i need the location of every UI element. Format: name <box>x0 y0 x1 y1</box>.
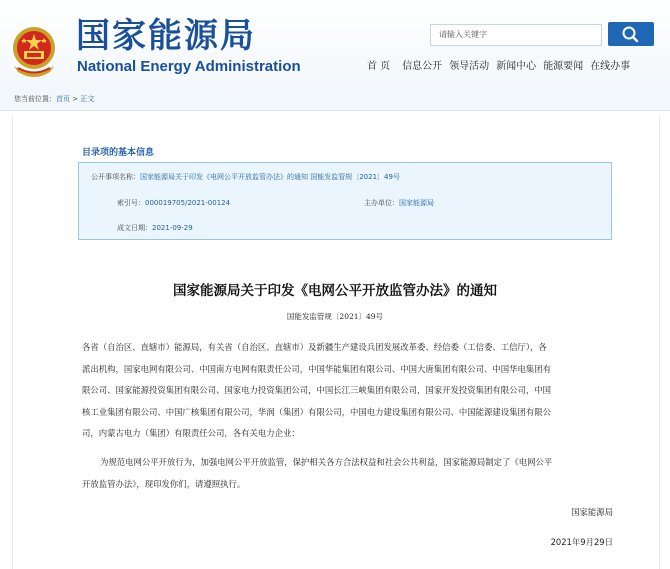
addressee-line: 派出机构，国家电网有限公司、中国南方电网有限责任公司，中国华能集团有限公司、中国大唐集团有限公司、中国华电集团有 <box>82 363 551 374</box>
nav-item-home[interactable]: 首 页 <box>367 61 391 72</box>
document-title: 国家能源局关于印发《电网公平开放监管办法》的通知 <box>173 283 497 299</box>
document-signer: 国家能源局 <box>571 507 613 517</box>
document-number: 国能发监管规〔2021〕49号 <box>286 312 384 321</box>
site-logo-chinese[interactable]: 国家能源局 <box>76 16 256 56</box>
body-line: 开放监管办法》，现印发你们，请遵照执行。 <box>82 478 246 489</box>
meta-index-value: 000019705/2021-00124 <box>145 199 231 207</box>
nav-item-energy-news[interactable]: 能源要闻 <box>543 61 584 72</box>
meta-dept-value: 国家能源局 <box>399 199 434 207</box>
meta-index-label: 索引号： <box>117 199 145 207</box>
nav-item-info-disclosure[interactable]: 信息公开 <box>402 61 443 72</box>
meta-subject-row <box>91 172 400 182</box>
breadcrumb-separator: > <box>70 95 81 103</box>
nav-item-online-services[interactable]: 在线办事 <box>590 61 631 72</box>
search-input[interactable]: 请输入关键字 <box>430 24 602 46</box>
main-nav <box>367 60 637 74</box>
meta-subject-label: 公开事项名称： <box>91 173 140 181</box>
document-body <box>82 452 614 495</box>
nav-item-news-center[interactable]: 新闻中心 <box>496 61 537 72</box>
body-line: 为规范电网公平开放行为，加强电网公平开放监管，保护相关各方合法权益和社会公共利益，国家能源局制定了《电网公平 <box>100 457 553 467</box>
meta-date-label: 成文日期： <box>117 224 152 232</box>
meta-dept-row <box>364 198 434 208</box>
site-logo-english[interactable]: National Energy Administration <box>77 58 301 75</box>
addressee-line: 限公司、国家能源投资集团有限公司、国家电力投资集团公司，中国长江三峡集团有限公司，国家开发投资集团有限公司，中国 <box>82 385 551 396</box>
meta-date-row <box>117 223 193 233</box>
addressee-line: 各省（自治区、直辖市）能源局，有关省（自治区、直辖市）及新疆生产建设兵团发展改革委、经信委（工信委、工信厅），各 <box>82 342 547 352</box>
breadcrumb-home-link[interactable]: 首页 <box>56 95 70 103</box>
addressee-line: 司，内蒙古电力（集团）有限责任公司，各有关电力企业： <box>82 428 300 439</box>
breadcrumb-prefix: 您当前位置： <box>14 95 56 103</box>
meta-dept-label: 主办单位： <box>364 199 399 207</box>
meta-section-title: 目录项的基本信息 <box>82 148 155 158</box>
breadcrumb <box>14 88 94 110</box>
document-date: 2021年9月29日 <box>550 537 613 547</box>
meta-index-row <box>117 198 230 208</box>
site-header <box>0 0 670 89</box>
national-emblem-icon <box>10 22 58 78</box>
addressee-line: 核工业集团有限公司、中国广核集团有限公司，华润（集团）有限公司，中国电力建设集团有限公司、中国能源建设集团有限公 <box>82 406 551 417</box>
breadcrumb-bar <box>0 88 670 111</box>
meta-date-value: 2021-09-29 <box>152 224 193 232</box>
nav-item-leadership[interactable]: 领导活动 <box>449 61 490 72</box>
search-icon <box>608 22 654 46</box>
search-button[interactable] <box>608 22 654 46</box>
meta-subject-value[interactable]: 国家能源局关于印发《电网公平开放监管办法》的通知 国能发监管规〔2021〕49号 <box>140 173 400 181</box>
document-addressees <box>82 337 614 445</box>
breadcrumb-current: 正文 <box>80 95 95 103</box>
